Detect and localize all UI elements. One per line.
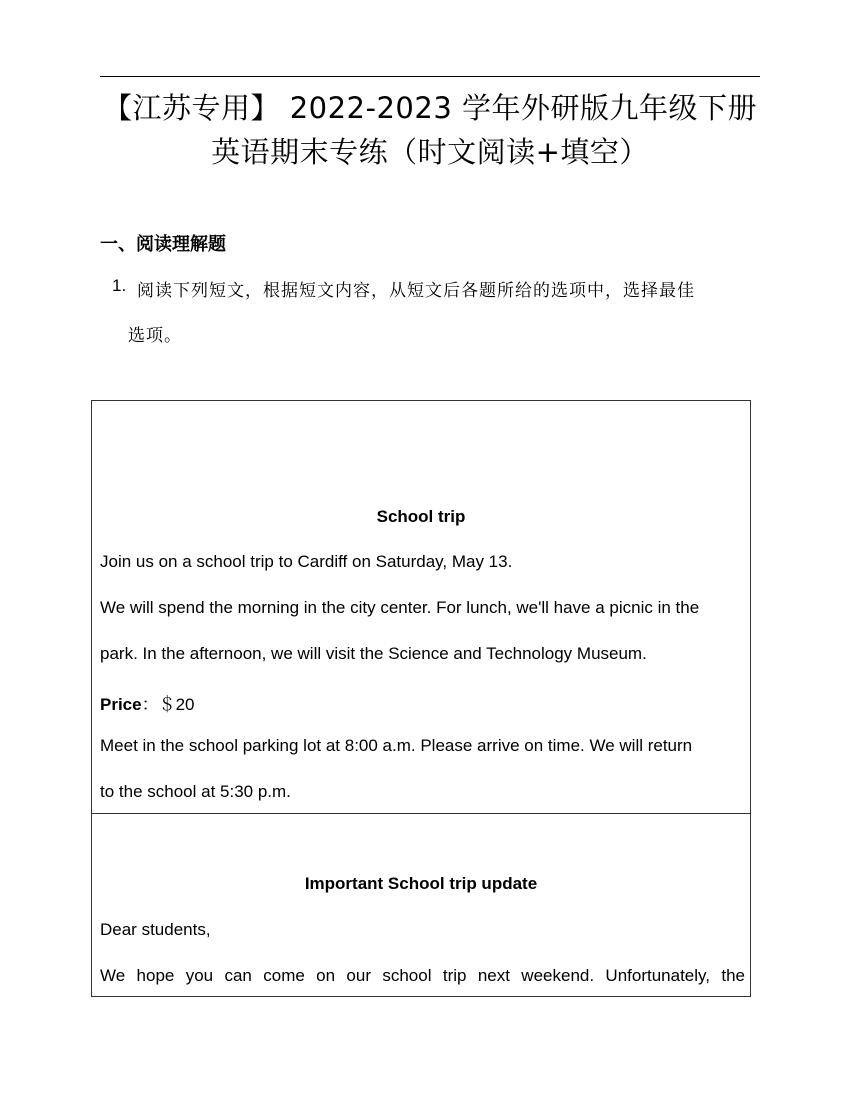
passage-line: We hope you can come on our school trip next weekend. Unfortunately, the xyxy=(100,966,745,985)
trip-update-title: Important School trip update xyxy=(304,874,538,893)
passage-line: Dear students, xyxy=(100,920,211,939)
document-title-line-2: 英语期末专练（时文阅读+填空） xyxy=(211,135,649,169)
table-row-divider xyxy=(92,813,750,814)
passage-line: park. In the afternoon, we will visit the Science and Technology Museum. xyxy=(100,644,647,663)
passage-line: We will spend the morning in the city center. For lunch, we'll have a picnic in the xyxy=(100,598,700,617)
school-trip-title: School trip xyxy=(376,507,466,526)
price-line xyxy=(100,690,195,715)
price-label: Price xyxy=(100,695,142,714)
section-heading: 一、阅读理解题 xyxy=(100,234,226,255)
question-instruction-line-1: 阅读下列短文，根据短文内容，从短文后各题所给的选项中，选择最佳 xyxy=(137,281,695,301)
passage-table xyxy=(91,400,751,997)
document-title-line-1: 【江苏专用】 2022-2023 学年外研版九年级下册 xyxy=(102,91,757,125)
passage-line: Meet in the school parking lot at 8:00 a.m. Please arrive on time. We will return xyxy=(100,736,693,755)
question-number: 1. xyxy=(112,276,127,295)
price-value: ：＄20 xyxy=(141,695,195,714)
question-instruction-line-2: 选项。 xyxy=(128,326,182,346)
passage-line: Join us on a school trip to Cardiff on Saturday, May 13. xyxy=(100,552,513,571)
passage-line: to the school at 5:30 p.m. xyxy=(100,782,291,801)
top-rule xyxy=(100,76,760,77)
